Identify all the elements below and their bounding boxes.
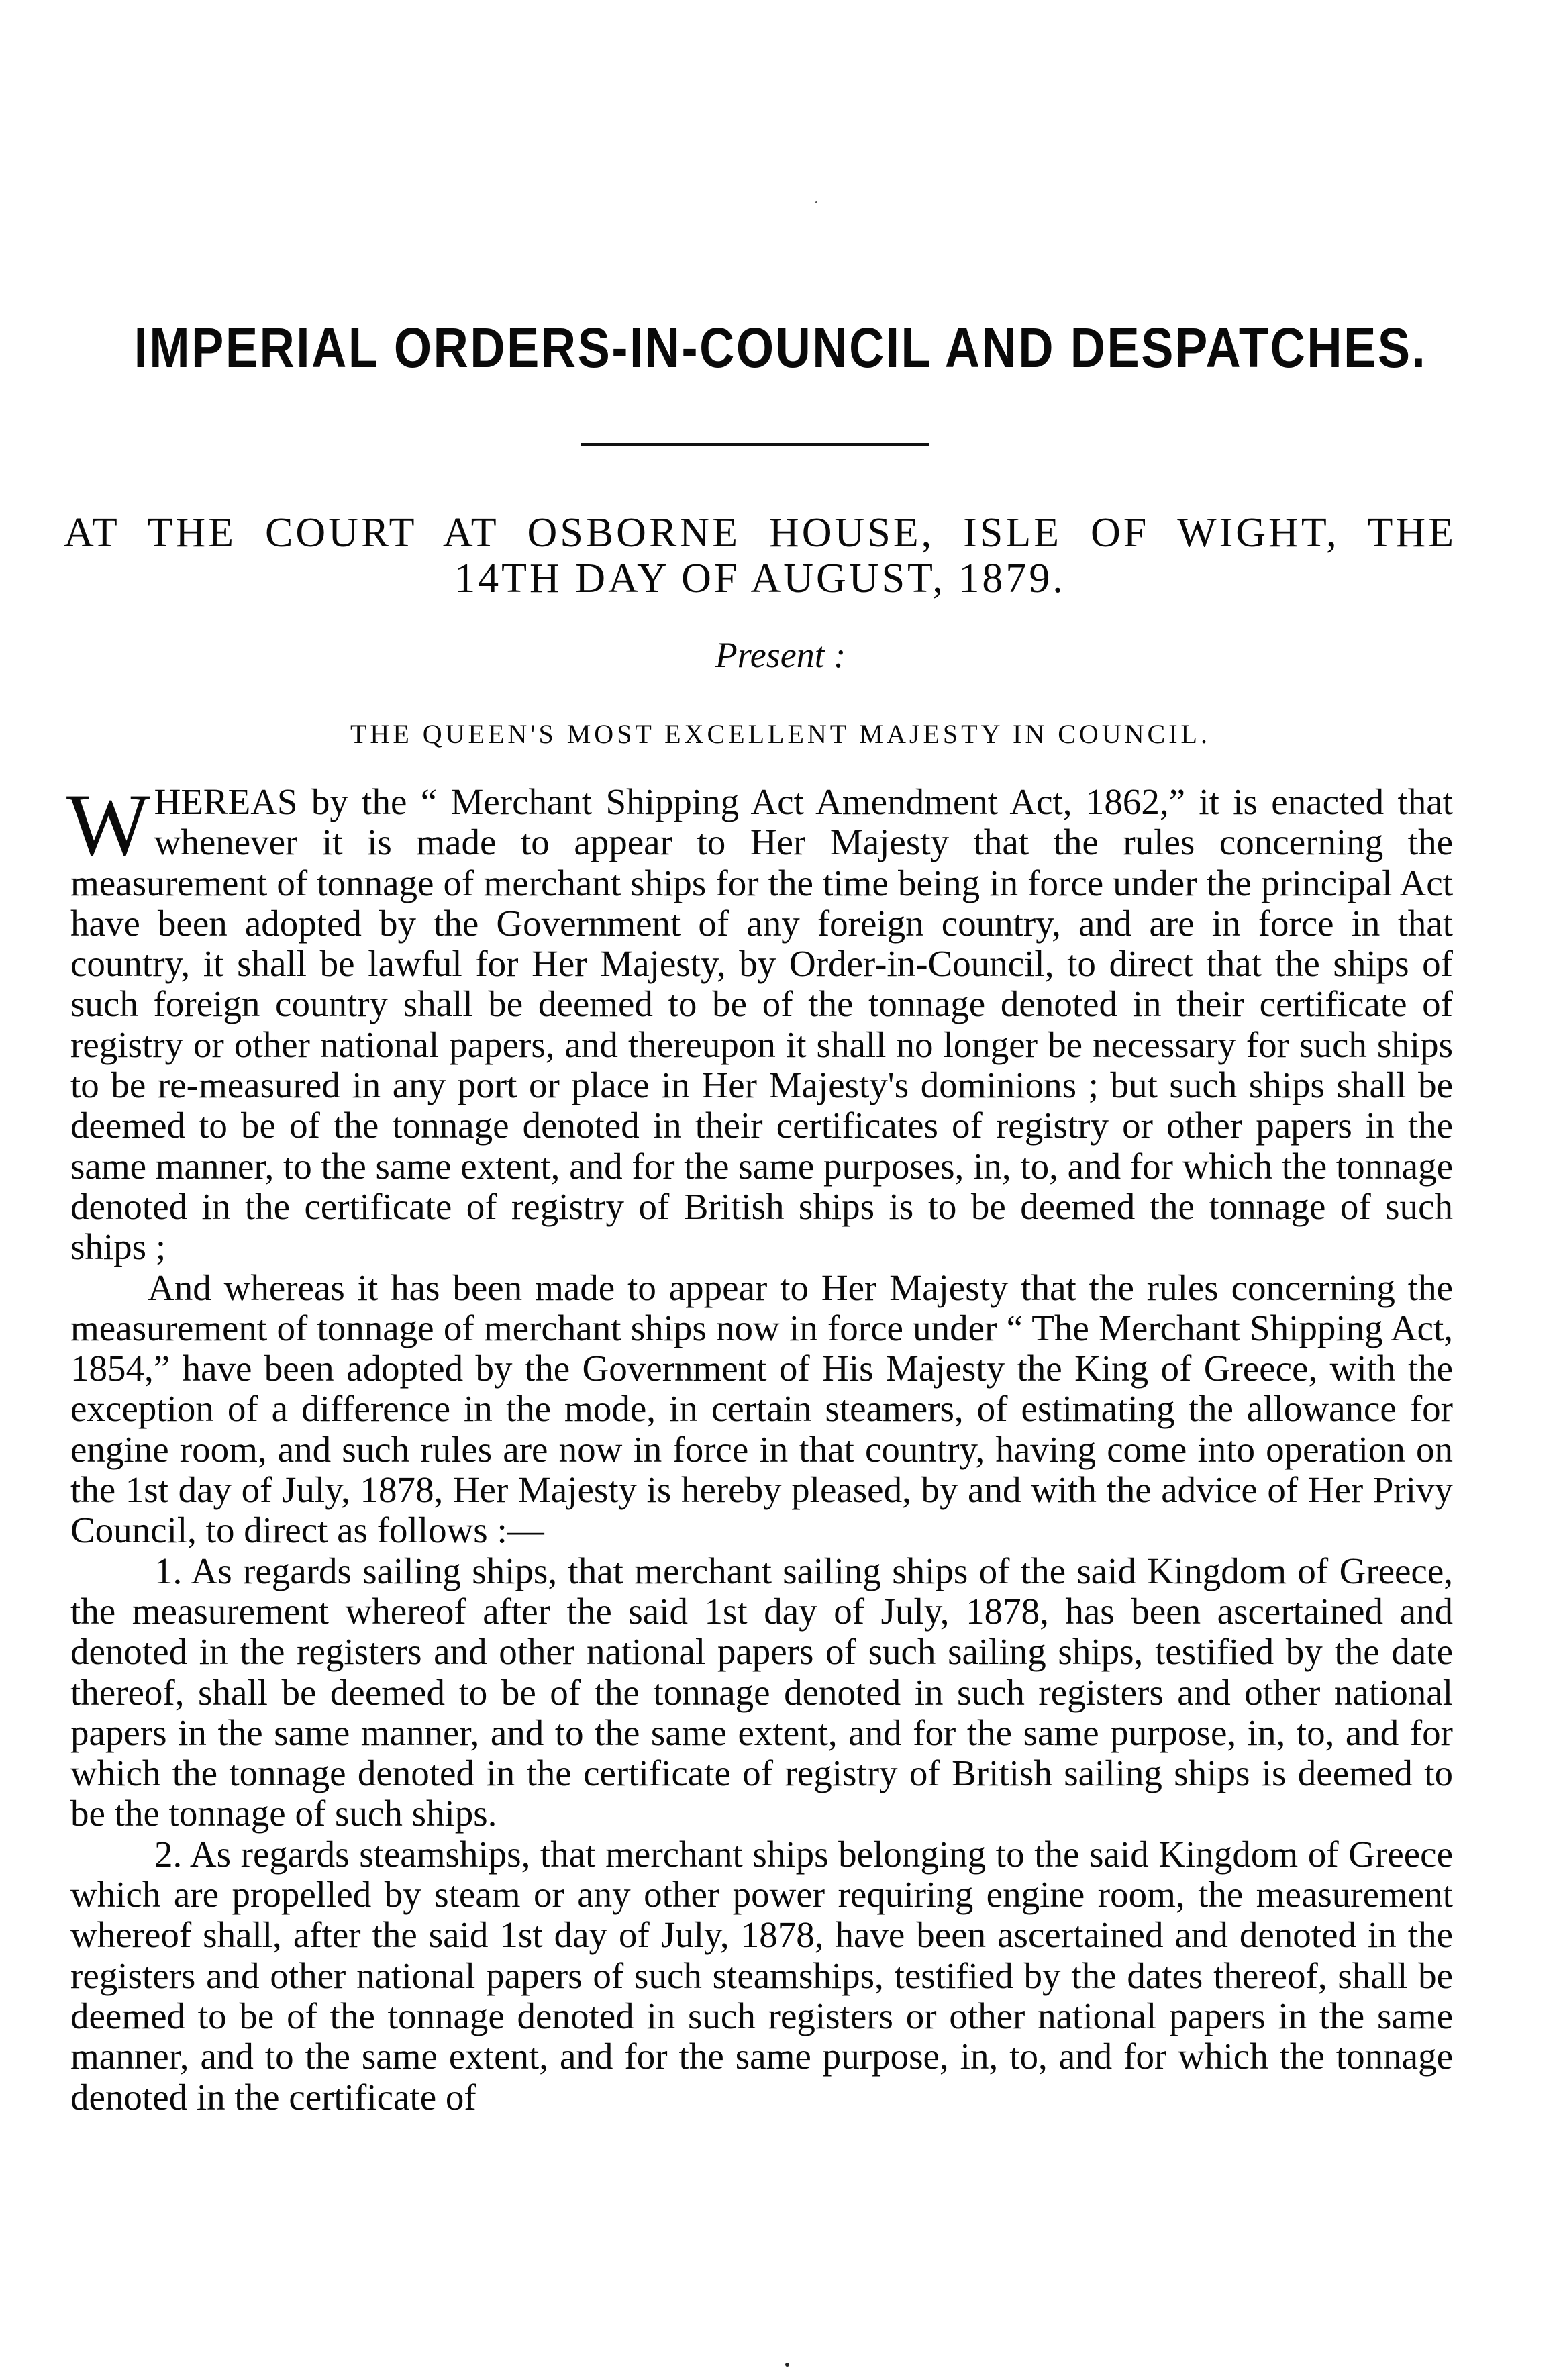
paragraph-and-whereas: And whereas it has been made to appear to Her Majesty that the rules concerning the measurement of tonnage of merchant ships now in force under “ The Merchant Shipping Act, 1854,” have been adopted by the Government of His Majesty the King of Greece, with the exception of a difference in the mode, in certain steamers, of estimating the allowance for engine room, and such rules are now in force in that country, having come into operation on the 1st day of July, 1878, Her Majesty is hereby pleased, by and with the advice of Her Privy Council, to direct as follows :— bbox=[70, 1267, 1453, 1551]
paragraph-text: HEREAS by the “ Merchant Shipping Act Amendment Act, 1862,” it is enacted that whenever it is made to appear to Her Majesty that the rules concerning the measurement of tonnage of merchant ships for the time being in force under the principal Act have been adopted by the Government of any foreign country, and are in force in that country, it shall be lawful for Her Majesty, by Order-in-Council, to direct that the ships of such foreign country shall be deemed to be of the tonnage denoted in their certificate of registry or other national papers, and thereupon it shall no longer be necessary for such ships to be re-measured in any port or place in Her Majesty's dominions ; but such ships shall be deemed to be of the tonnage denoted in their certificates of registry or other papers in the same manner, to the same extent, and for the same purposes, in, to, and for which the tonnage denoted in the certificate of registry of British ships is to be deemed the tonnage of such ships ; bbox=[70, 781, 1453, 1268]
speck-mark bbox=[815, 201, 817, 203]
council-line: THE QUEEN'S MOST EXCELLENT MAJESTY IN COUNCIL. bbox=[350, 719, 1211, 749]
paragraph-clause-1: 1. As regards sailing ships, that merchant sailing ships of the said Kingdom of Greece, the measurement whereof after the said 1st day of July, 1878, has been ascertained and denoted in the registers and other national papers of such sailing ships, testified by the date thereof, shall be deemed to be of the tonnage denoted in such registers and other national papers in the same manner, and to the same extent, and for the same purpose, in, to, and for which the tonnage denoted in the certificate of registry of British sailing ships is deemed to be the tonnage of such ships. bbox=[70, 1550, 1453, 1834]
paragraph-clause-2: 2. As regards steamships, that merchant ships belonging to the said Kingdom of Greece which are propelled by steam or any other power requiring engine room, the measurement whereof shall, after the said 1st day of July, 1878, have been ascertained and denoted in the registers and other national papers of such steamships, testified by the dates thereof, shall be deemed to be of the tonnage denoted in such registers or other national papers in the same manner, and to the same extent, and for the same purpose, in, to, and for which the tonnage denoted in the certificate of bbox=[70, 1833, 1453, 2118]
speck-mark bbox=[785, 2363, 789, 2367]
page-title: IMPERIAL ORDERS-IN-COUNCIL AND DESPATCHES. bbox=[134, 316, 1427, 379]
paragraph-whereas bbox=[66, 775, 1453, 1268]
body-text bbox=[66, 775, 1453, 2118]
title-divider bbox=[581, 443, 929, 446]
drop-cap: W bbox=[66, 775, 150, 874]
present-label: Present : bbox=[715, 635, 846, 675]
court-heading-line-1: AT THE COURT AT OSBORNE HOUSE, ISLE OF WIGHT, THE bbox=[64, 510, 1456, 556]
court-heading-line-2: 14TH DAY OF AUGUST, 1879. bbox=[454, 556, 1066, 601]
court-heading bbox=[64, 510, 1456, 601]
